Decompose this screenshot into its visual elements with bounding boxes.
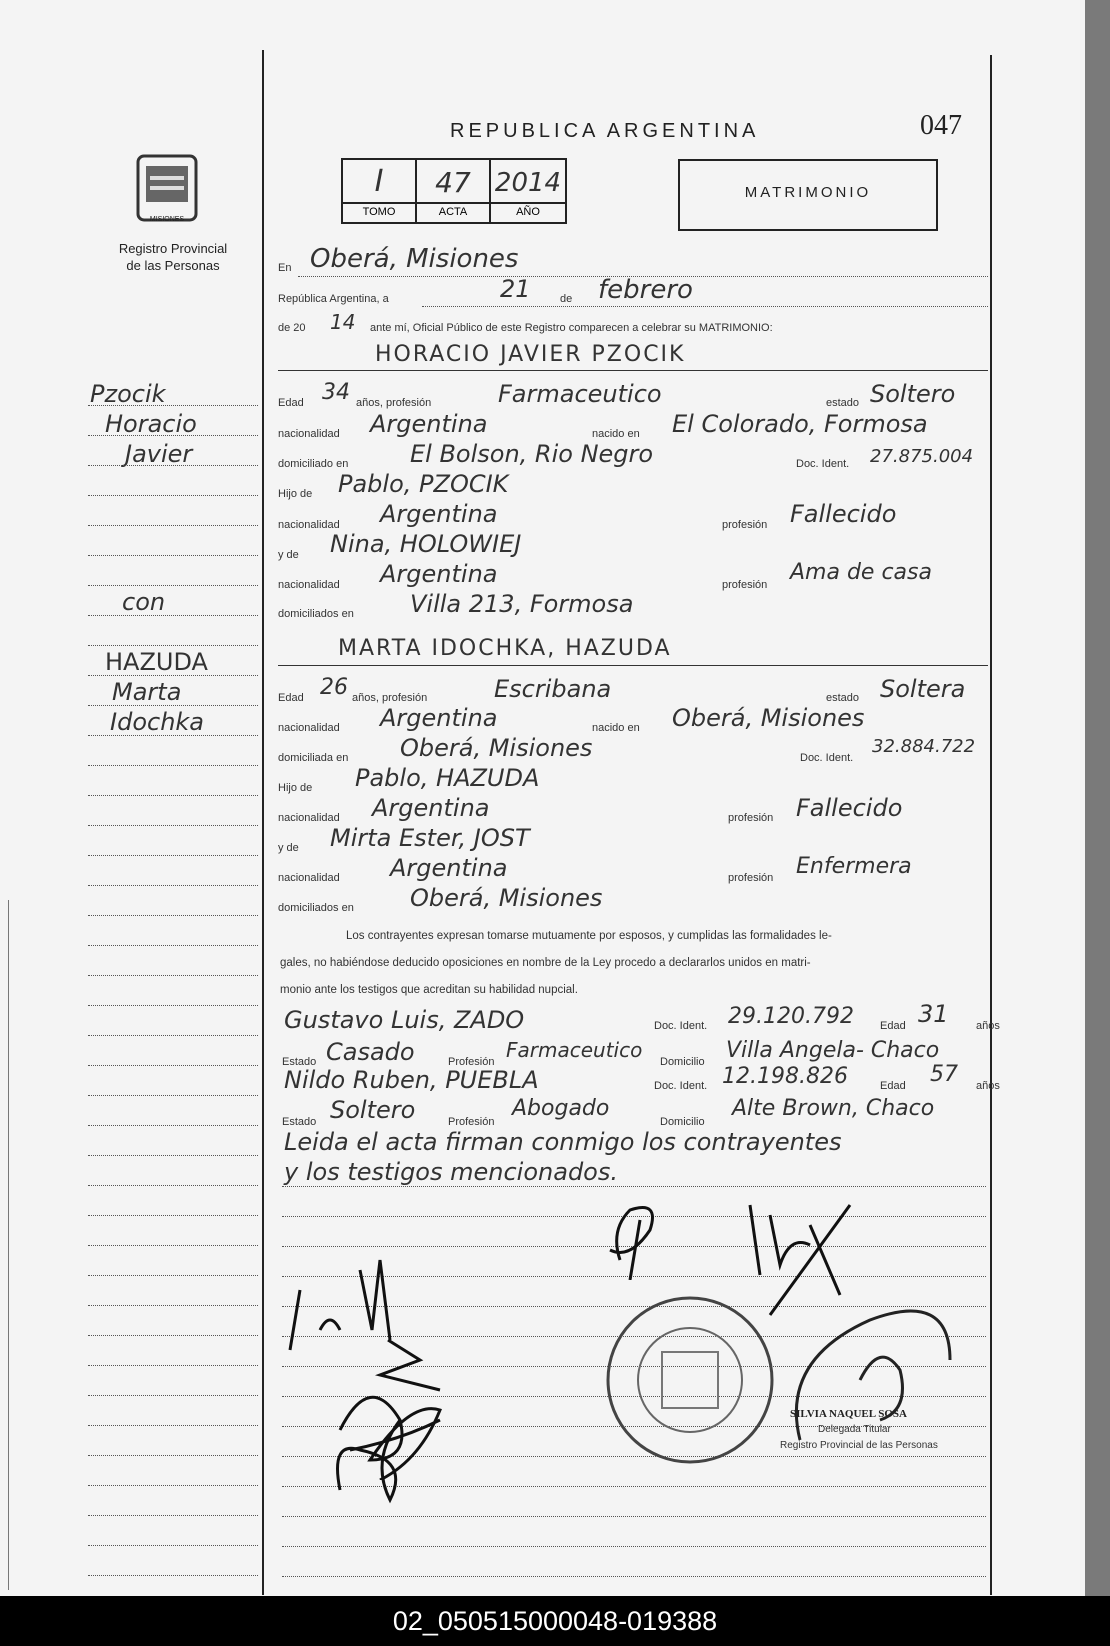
signature-2: [330, 1370, 470, 1480]
de20-label: de 20: [278, 322, 306, 334]
registry-line-2: de las Personas: [126, 258, 220, 273]
year-suffix: 14: [330, 310, 356, 334]
witness1-doc-label: Doc. Ident.: [654, 1020, 708, 1032]
record-number-box: [341, 158, 567, 224]
witness2-profession: Abogado: [512, 1096, 610, 1121]
witness1-status: Casado: [326, 1038, 415, 1066]
margin-rule-line: [88, 435, 258, 436]
margin-rule-line: [88, 1305, 258, 1306]
bride-nationality: Argentina: [380, 704, 498, 732]
witness2-profesion-label: Profesión: [448, 1116, 495, 1128]
de-label: de: [560, 293, 573, 305]
month: febrero: [598, 275, 693, 305]
margin-rule-line: [88, 1095, 258, 1096]
groom-estado-label: estado: [826, 397, 860, 409]
witness1-name: Gustavo Luis, ZADO: [284, 1006, 525, 1034]
date-line: [422, 306, 988, 307]
groom-profession: Farmaceutico: [498, 380, 662, 408]
witness2-edad-label: Edad: [880, 1080, 906, 1092]
body-rule-line: [282, 1546, 986, 1547]
groom-father: Pablo, PZOCIK: [338, 470, 509, 498]
body-rule-line: [282, 1186, 986, 1187]
margin-rule-line: [88, 1155, 258, 1156]
tomo-value: I: [374, 164, 384, 199]
seal-caption: MISIONES: [149, 216, 185, 223]
margin-groom-name: Horacio: [105, 410, 197, 438]
bride-doc-label: Doc. Ident.: [800, 752, 854, 764]
bride-father-nac-label: nacionalidad: [278, 812, 340, 824]
margin-rule-line: [88, 1035, 258, 1036]
margin-rule-line: [88, 1485, 258, 1486]
witness2-age: 57: [930, 1062, 958, 1087]
document-type: MATRIMONIO: [744, 184, 872, 201]
bride-marital-status: Soltera: [880, 675, 966, 703]
margin-rule-line: [88, 1455, 258, 1456]
bride-section-rule: [278, 665, 988, 666]
margin-rule-line: [88, 885, 258, 886]
document-type-box: [678, 159, 938, 231]
groom-domicile: El Bolson, Rio Negro: [410, 440, 654, 468]
official-name: SILVIA NAQUEL SOSA: [790, 1408, 907, 1420]
margin-bride-middle: Idochka: [110, 708, 205, 736]
bride-full-name: MARTA IDOCHKA, HAZUDA: [338, 636, 672, 661]
acta-label: ACTA: [438, 206, 468, 218]
closing-line-1: Leida el acta firman conmigo los contrayentes: [284, 1128, 842, 1156]
en-label: En: [278, 262, 292, 274]
groom-mother-nac-label: nacionalidad: [278, 579, 340, 591]
bride-mother-nationality: Argentina: [390, 854, 508, 882]
official-title: Delegada Titular: [818, 1424, 891, 1435]
groom-anos-profesion-label: años, profesión: [356, 397, 432, 409]
witness1-profession: Farmaceutico: [506, 1038, 643, 1062]
groom-domiciliado-label: domiciliado en: [278, 458, 349, 470]
groom-domiciliados-label: domiciliados en: [278, 608, 354, 620]
left-margin-rule: [8, 900, 9, 1590]
groom-mother-profession: Ama de casa: [790, 560, 932, 585]
signature-3: [600, 1200, 680, 1280]
binder-edge: [1085, 0, 1110, 1596]
witness2-status: Soltero: [330, 1096, 416, 1124]
margin-rule-line: [88, 525, 258, 526]
round-registry-stamp: [600, 1290, 780, 1470]
witness2-doc-label: Doc. Ident.: [654, 1080, 708, 1092]
margin-rule-line: [88, 1215, 258, 1216]
margin-rule-line: [88, 795, 258, 796]
groom-doc-number: 27.875.004: [870, 446, 974, 467]
groom-nacido-label: nacido en: [592, 428, 640, 440]
margin-rule-line: [88, 1515, 258, 1516]
bride-domiciliada-label: domiciliada en: [278, 752, 349, 764]
margin-rule-line: [88, 405, 258, 406]
bride-nacido-label: nacido en: [592, 722, 640, 734]
province-seal: [132, 150, 202, 230]
witness1-domicilio-label: Domicilio: [660, 1056, 705, 1068]
groom-father-prof-label: profesión: [722, 519, 768, 531]
groom-nacionalidad-label: nacionalidad: [278, 428, 340, 440]
bride-mother-prof-label: profesión: [728, 872, 774, 884]
groom-marital-status: Soltero: [870, 380, 956, 408]
groom-parents-domicile: Villa 213, Formosa: [410, 590, 634, 618]
witness2-domicilio-label: Domicilio: [660, 1116, 705, 1128]
witness1-domicile: Villa Angela- Chaco: [726, 1038, 940, 1063]
bride-domiciliados-label: domiciliados en: [278, 902, 354, 914]
groom-nationality: Argentina: [370, 410, 488, 438]
margin-rule-line: [88, 915, 258, 916]
bride-hijo-label: Hijo de: [278, 782, 313, 794]
margin-rule-line: [88, 855, 258, 856]
statement-line-1: Los contrayentes expresan tomarse mutuamente por esposos, y cumplidas las formalidades le-: [346, 930, 832, 942]
margin-rule-line: [88, 1575, 258, 1576]
margin-con: con: [122, 588, 166, 616]
margin-rule-line: [88, 1065, 258, 1066]
bride-mother-nac-label: nacionalidad: [278, 872, 340, 884]
groom-mother-nationality: Argentina: [380, 560, 498, 588]
margin-rule-line: [88, 735, 258, 736]
margin-rule-line: [88, 1125, 258, 1126]
acta-value: 47: [435, 166, 471, 199]
groom-mother: Nina, HOLOWIEJ: [330, 530, 522, 558]
place: Oberá, Misiones: [310, 244, 519, 274]
bride-estado-label: estado: [826, 692, 860, 704]
margin-rule-line: [88, 1275, 258, 1276]
margin-rule-line: [88, 945, 258, 946]
bride-profession: Escribana: [494, 675, 612, 703]
witness2-anos-label: años: [976, 1080, 1000, 1092]
day: 21: [500, 275, 531, 303]
tomo-label: TOMO: [362, 206, 396, 218]
groom-birthplace: El Colorado, Formosa: [672, 410, 928, 438]
witness1-edad-label: Edad: [880, 1020, 906, 1032]
margin-rule-line: [88, 1005, 258, 1006]
bride-anos-profesion-label: años, profesión: [352, 692, 428, 704]
left-column-rule: [262, 50, 264, 1595]
margin-rule-line: [88, 645, 258, 646]
right-border-rule: [990, 55, 992, 1595]
margin-rule-line: [88, 1365, 258, 1366]
margin-groom-surname: Pzocik: [90, 380, 166, 408]
groom-doc-label: Doc. Ident.: [796, 458, 850, 470]
margin-bride-surname: HAZUDA: [105, 648, 208, 676]
body-rule-line: [282, 1576, 986, 1577]
groom-hijo-label: Hijo de: [278, 488, 313, 500]
margin-rule-line: [88, 495, 258, 496]
bride-mother-profession: Enfermera: [796, 854, 912, 879]
margin-rule-line: [88, 765, 258, 766]
scan-footer-code: 02_050515000048-019388: [0, 1596, 1110, 1646]
groom-age: 34: [322, 380, 350, 405]
bride-father-prof-label: profesión: [728, 812, 774, 824]
groom-father-nac-label: nacionalidad: [278, 519, 340, 531]
closing-line-2: y los testigos mencionados.: [284, 1158, 618, 1186]
witness2-domicile: Alte Brown, Chaco: [732, 1096, 935, 1121]
groom-yde-label: y de: [278, 549, 299, 561]
margin-rule-line: [88, 975, 258, 976]
bride-parents-domicile: Oberá, Misiones: [410, 884, 603, 912]
witness2-estado-label: Estado: [282, 1116, 317, 1128]
groom-father-nationality: Argentina: [380, 500, 498, 528]
margin-rule-line: [88, 825, 258, 826]
bride-edad-label: Edad: [278, 692, 304, 704]
registry-line-1: Registro Provincial: [118, 241, 228, 256]
groom-full-name: HORACIO JAVIER PZOCIK: [375, 342, 686, 367]
republica-label: República Argentina, a: [278, 293, 389, 305]
witness1-profesion-label: Profesión: [448, 1056, 495, 1068]
margin-rule-line: [88, 585, 258, 586]
margin-groom-middle: Javier: [125, 440, 193, 468]
bride-doc-number: 32.884.722: [872, 736, 976, 757]
ante-text: ante mí, Oficial Público de este Registro comparecen a celebrar su MATRIMONIO:: [370, 322, 773, 334]
bride-age: 26: [320, 675, 348, 700]
page-number: 047: [920, 110, 962, 141]
witness1-age: 31: [918, 1000, 949, 1028]
bride-mother: Mirta Ester, JOST: [330, 824, 530, 852]
bride-birthplace: Oberá, Misiones: [672, 704, 865, 732]
official-org: Registro Provincial de las Personas: [780, 1440, 938, 1451]
margin-rule-line: [88, 1335, 258, 1336]
margin-rule-line: [88, 555, 258, 556]
margin-rule-line: [88, 675, 258, 676]
margin-rule-line: [88, 705, 258, 706]
witness2-doc: 12.198.826: [722, 1064, 848, 1089]
margin-rule-line: [88, 615, 258, 616]
groom-mother-prof-label: profesión: [722, 579, 768, 591]
witness1-estado-label: Estado: [282, 1056, 317, 1068]
bride-domicile: Oberá, Misiones: [400, 734, 593, 762]
margin-rule-line: [88, 1245, 258, 1246]
witness1-doc: 29.120.792: [728, 1004, 854, 1029]
margin-rule-line: [88, 1425, 258, 1426]
statement-line-2: gales, no habiéndose deducido oposiciones en nombre de la Ley procedo a declararlos unidos en matri-: [280, 957, 811, 969]
groom-edad-label: Edad: [278, 397, 304, 409]
margin-bride-name: Marta: [112, 678, 182, 706]
groom-section-rule: [278, 370, 988, 371]
bride-nacionalidad-label: nacionalidad: [278, 722, 340, 734]
bride-father-nationality: Argentina: [372, 794, 490, 822]
margin-rule-line: [88, 1545, 258, 1546]
margin-rule-line: [88, 1185, 258, 1186]
bride-father-profession: Fallecido: [796, 794, 903, 822]
witness2-name: Nildo Ruben, PUEBLA: [284, 1066, 539, 1094]
statement-line-3: monio ante los testigos que acreditan su habilidad nupcial.: [280, 984, 578, 996]
country-title: REPUBLICA ARGENTINA: [450, 120, 760, 142]
ano-value: 2014: [494, 168, 562, 198]
margin-rule-line: [88, 1395, 258, 1396]
bride-father: Pablo, HAZUDA: [355, 764, 540, 792]
witness1-anos-label: años: [976, 1020, 1000, 1032]
margin-rule-line: [88, 465, 258, 466]
groom-father-profession: Fallecido: [790, 500, 897, 528]
bride-yde-label: y de: [278, 842, 299, 854]
ano-label: AÑO: [516, 206, 540, 218]
